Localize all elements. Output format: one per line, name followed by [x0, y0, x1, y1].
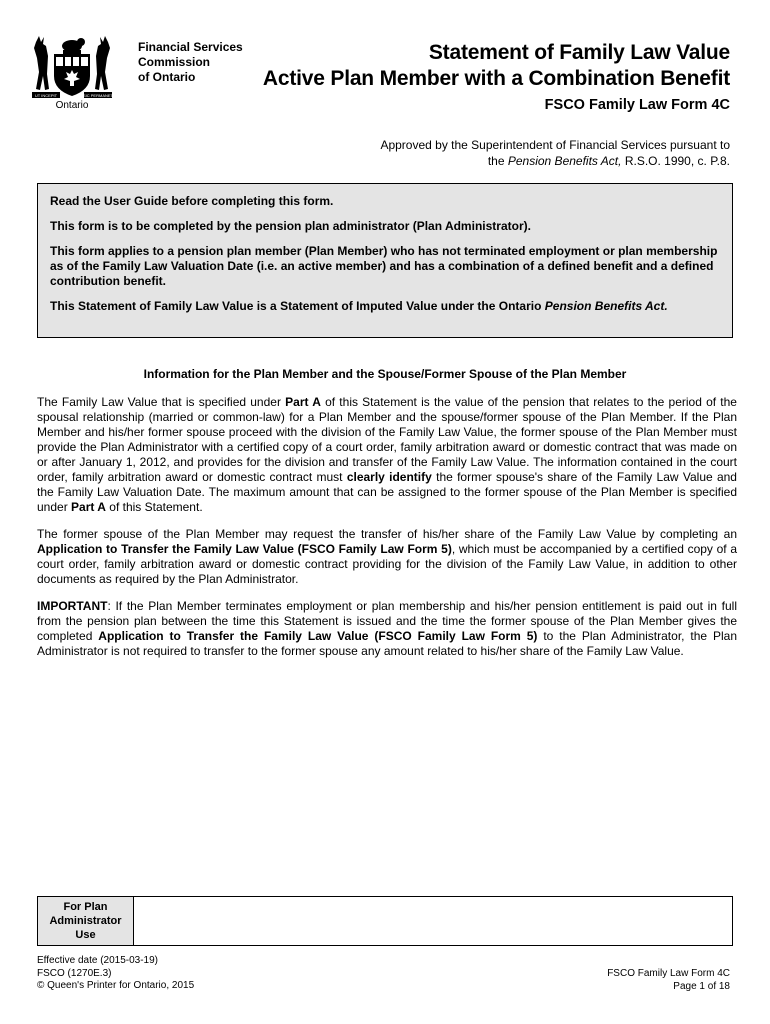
- footer-form-name: FSCO Family Law Form 4C: [607, 968, 730, 979]
- notice-completed-by: This form is to be completed by the pension plan administrator (Plan Administrator).: [50, 219, 531, 233]
- approval-line-1: Approved by the Superintendent of Financial Services pursuant to: [380, 138, 730, 152]
- instructions-notice-box: [37, 183, 733, 338]
- motto-left: UT INCEPIT: [34, 93, 58, 98]
- copyright: © Queen's Printer for Ontario, 2015: [37, 980, 195, 991]
- notice-user-guide: Read the User Guide before completing this form.: [50, 194, 334, 208]
- form-code: FSCO (1270E.3): [37, 967, 112, 979]
- form-title-line-1: Statement of Family Law Value: [428, 41, 730, 64]
- info-paragraph-2: The former spouse of the Plan Member may request the transfer of his/her share of the Family Law Value by completing an Application to Transfer the Family Law Value (FSCO Family Law Form 5), which must be accompanied by a certified copy of a court order, family arbitration award or domestic contract providing for the division of the Family Law Value, in addition to other documents as required by the Plan Administrator.: [37, 527, 738, 586]
- footer-left: [37, 955, 194, 993]
- notice-imputed-value: This Statement of Family Law Value is a Statement of Imputed Value under the Ontario Pension Benefits Act.: [50, 299, 668, 313]
- approval-line-2: the Pension Benefits Act, R.S.O. 1990, c. P.8.: [487, 154, 730, 168]
- agency-name: [138, 40, 243, 85]
- agency-line-3: of Ontario: [138, 70, 196, 84]
- admin-use-field[interactable]: [134, 897, 732, 945]
- admin-use-label: For Plan Administrator Use: [38, 897, 134, 945]
- ontario-label: Ontario: [55, 100, 89, 111]
- info-paragraph-important: IMPORTANT: If the Plan Member terminates employment or plan membership and his/her pension entitlement is paid out in full from the pension plan between the time this Statement is issued and the time the former spouse of the Plan Member gives the completed Application to Transfer the Family Law Value (FSCO Family Law Form 5) to the Plan Administrator, the Plan Administrator is not required to transfer to the former spouse any amount related to his/her share of the Family Law Value.: [37, 599, 738, 658]
- notice-applies-to: This form applies to a pension plan member (Plan Member) who has not terminated employment or plan membership as of the Family Law Valuation Date (i.e. an active member) and has a combination of a defined benefit and a defined contribution benefit.: [50, 244, 718, 288]
- footer-right: [607, 968, 730, 993]
- motto-right: SIC PERMANET: [82, 93, 114, 98]
- info-paragraph-1: The Family Law Value that is specified under Part A of this Statement is the value of the pension that relates to the period of the spousal relationship (married or common-law) for a Plan Member and the spouse/former spouse of the Plan Member. If the Plan Member and his/her former spouse proceed with the division of the Family Law Value, the former spouse of the Plan Member must provide the Plan Administrator with a certified copy of a court order, family arbitration award or domestic contract that was made on or after January 1, 2012, and provides for the division and transfer of the Family Law Value. The information contained in the court order, family arbitration award or domestic contract must clearly identify the former spouse's share of the Family Law Value and the Family Law Valuation Date. The maximum amount that can be assigned to the former spouse of the Plan Member is specified under Part A of this Statement.: [37, 395, 737, 514]
- form-number: FSCO Family Law Form 4C: [544, 97, 730, 113]
- ontario-coat-of-arms-icon: [30, 34, 114, 102]
- form-title-line-2: Active Plan Member with a Combination Benefit: [262, 67, 730, 90]
- approval-statement: [380, 137, 730, 169]
- form-title-block: [263, 40, 730, 113]
- plan-administrator-use-box: [37, 896, 733, 946]
- agency-line-1: Financial Services: [138, 40, 243, 54]
- info-section-heading: Information for the Plan Member and the Spouse/Former Spouse of the Plan Member: [143, 367, 627, 381]
- agency-line-2: Commission: [138, 55, 211, 69]
- page-number: Page 1 of 18: [673, 980, 730, 992]
- info-body: [37, 395, 737, 671]
- effective-date: Effective date (2015-03-19): [37, 955, 159, 966]
- act-name: Pension Benefits Act,: [507, 154, 622, 168]
